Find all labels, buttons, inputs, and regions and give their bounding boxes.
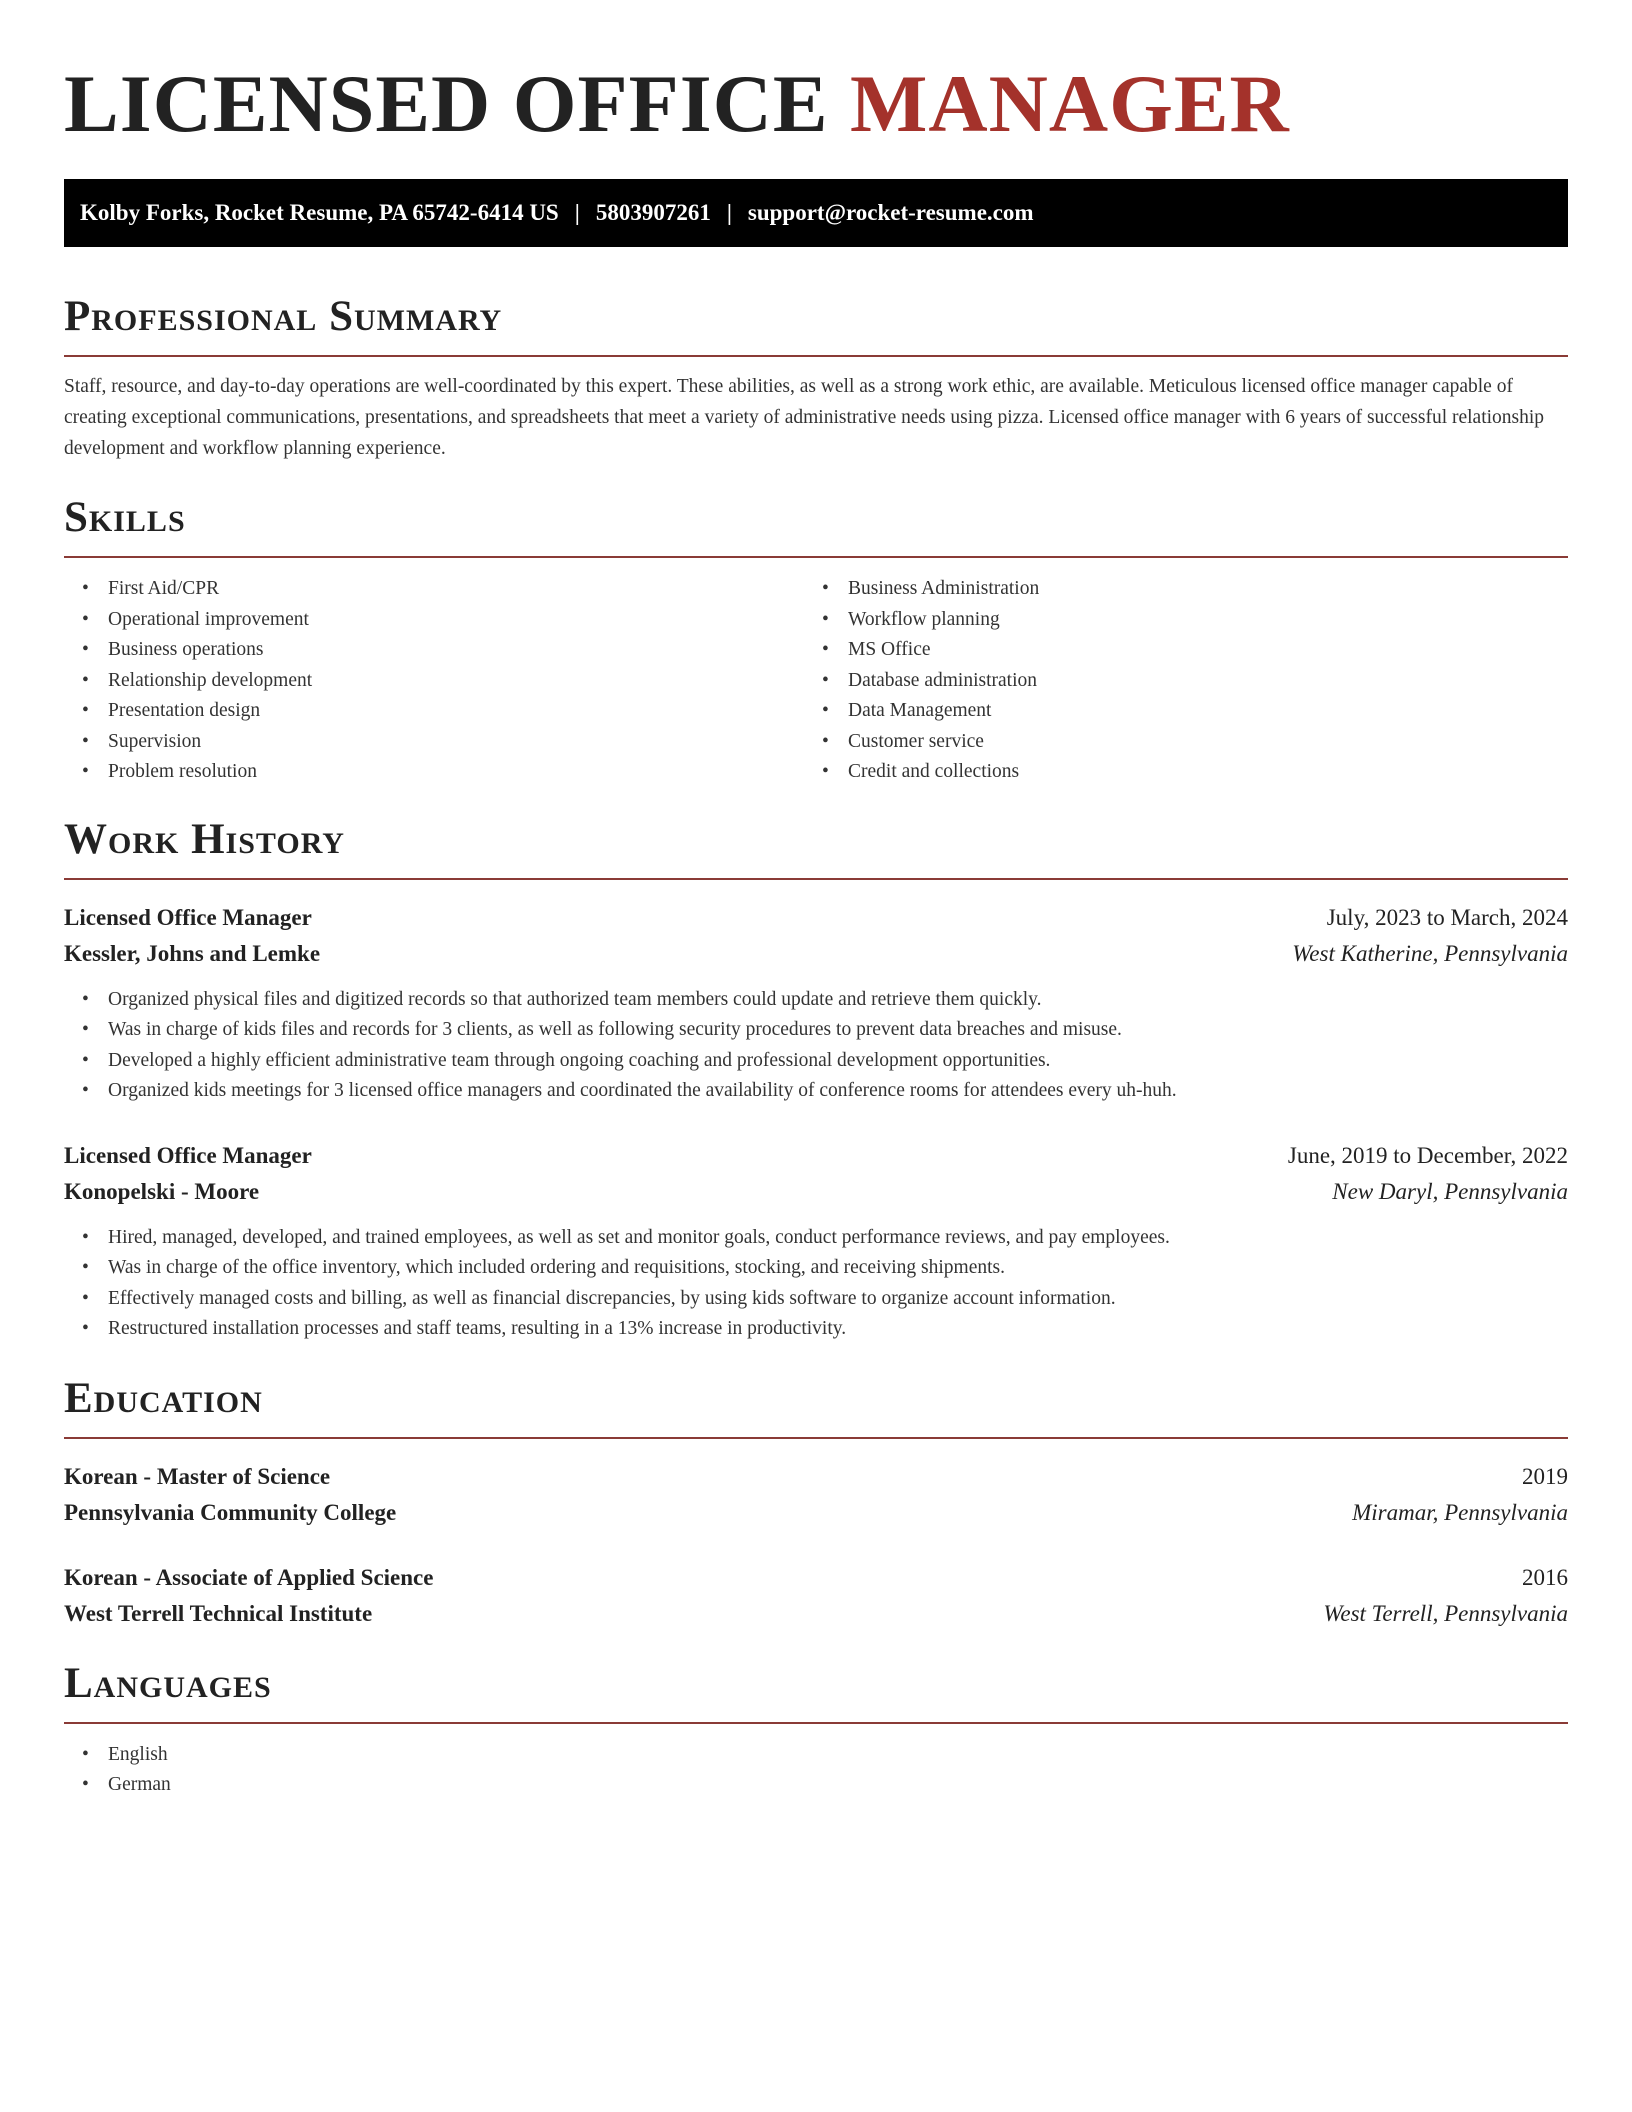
skills-heading: Skills bbox=[64, 494, 186, 541]
education-heading: Education bbox=[64, 1374, 263, 1422]
bullet-icon: • bbox=[822, 608, 829, 630]
bullet-icon: • bbox=[82, 1226, 89, 1248]
education-location: West Terrell, Pennsylvania bbox=[1323, 1600, 1568, 1626]
education-school: West Terrell Technical Institute bbox=[64, 1600, 373, 1626]
section-divider bbox=[64, 878, 1568, 880]
job-dates: July, 2023 to March, 2024 bbox=[1326, 904, 1568, 930]
work-history-section bbox=[64, 814, 1568, 1345]
bullet-icon: • bbox=[82, 1743, 89, 1765]
bullet-icon: • bbox=[822, 700, 829, 721]
job-bullet: • Was in charge of the office inventory, which included ordering and requisitions, stocking, and receiving shipments. bbox=[64, 1253, 1568, 1284]
skill-item: • First Aid/CPR bbox=[64, 574, 804, 605]
skill-item: • Data Management bbox=[804, 696, 1544, 727]
education-section bbox=[64, 1373, 1568, 1632]
title-part-1: LICENSED OFFICE bbox=[64, 58, 829, 149]
section-divider bbox=[64, 355, 1568, 357]
job-bullets bbox=[64, 985, 1568, 1107]
bullet-icon: • bbox=[82, 578, 89, 599]
languages-heading: Languages bbox=[64, 1659, 272, 1707]
skill-item: • Workflow planning bbox=[804, 605, 1544, 636]
education-entry bbox=[64, 1560, 1568, 1632]
skill-item: • Supervision bbox=[64, 727, 804, 758]
bullet-icon: • bbox=[82, 1049, 89, 1071]
education-entry bbox=[64, 1459, 1568, 1531]
job-bullet: • Was in charge of kids files and records for 3 clients, as well as following security procedures to prevent data breaches and misuse. bbox=[64, 1015, 1568, 1046]
title-part-2: MANAGER bbox=[850, 58, 1290, 149]
skill-item: • Business operations bbox=[64, 635, 804, 666]
bullet-icon: • bbox=[82, 669, 89, 691]
bullet-icon: • bbox=[82, 730, 89, 752]
skill-item: • Business Administration bbox=[804, 574, 1544, 605]
bullet-icon: • bbox=[82, 1318, 89, 1339]
education-year: 2019 bbox=[1522, 1463, 1568, 1489]
bullet-icon: • bbox=[82, 639, 89, 660]
bullet-icon: • bbox=[822, 639, 829, 660]
language-item: • German bbox=[64, 1770, 1568, 1801]
skill-item: • MS Office bbox=[804, 635, 1544, 666]
job-entry bbox=[64, 900, 1568, 1107]
skills-section bbox=[64, 492, 1568, 788]
skill-item: • Database administration bbox=[804, 666, 1544, 697]
skills-list-right bbox=[804, 574, 1544, 788]
resume-title bbox=[64, 0, 1568, 152]
language-item: • English bbox=[64, 1740, 1568, 1771]
skills-grid bbox=[64, 574, 1568, 788]
bullet-icon: • bbox=[822, 669, 829, 691]
skills-list-left bbox=[64, 574, 804, 788]
bullet-icon: • bbox=[822, 730, 829, 752]
job-dates: June, 2019 to December, 2022 bbox=[1287, 1142, 1568, 1168]
bullet-icon: • bbox=[82, 988, 89, 1010]
bullet-icon: • bbox=[822, 761, 829, 782]
job-location: New Daryl, Pennsylvania bbox=[1332, 1178, 1568, 1204]
bullet-icon: • bbox=[82, 1019, 89, 1040]
job-bullets bbox=[64, 1223, 1568, 1345]
job-entry bbox=[64, 1138, 1568, 1345]
skill-item: • Customer service bbox=[804, 727, 1544, 758]
skill-item: • Presentation design bbox=[64, 696, 804, 727]
job-company: Konopelski - Moore bbox=[64, 1178, 260, 1204]
bullet-icon: • bbox=[82, 700, 89, 721]
education-year: 2016 bbox=[1522, 1564, 1568, 1590]
job-location: West Katherine, Pennsylvania bbox=[1292, 940, 1568, 966]
summary-section bbox=[64, 291, 1568, 464]
skill-item: • Relationship development bbox=[64, 666, 804, 697]
bullet-icon: • bbox=[82, 1257, 89, 1278]
languages-section bbox=[64, 1658, 1568, 1801]
job-bullet: • Restructured installation processes and staff teams, resulting in a 13% increase in productivity. bbox=[64, 1314, 1568, 1345]
contact-separator: | bbox=[726, 200, 732, 225]
contact-bar bbox=[64, 179, 1568, 247]
job-title: Licensed Office Manager bbox=[64, 904, 312, 930]
skill-item: • Credit and collections bbox=[804, 757, 1544, 788]
skill-item: • Operational improvement bbox=[64, 605, 804, 636]
job-bullet: • Effectively managed costs and billing, as well as financial discrepancies, by using kids software to organize account information. bbox=[64, 1284, 1568, 1315]
contact-separator: | bbox=[574, 200, 580, 225]
bullet-icon: • bbox=[82, 1080, 89, 1101]
job-bullet: • Hired, managed, developed, and trained employees, as well as set and monitor goals, conduct performance reviews, and pay employees. bbox=[64, 1223, 1568, 1254]
job-bullet: • Developed a highly efficient administrative team through ongoing coaching and professional development opportunities. bbox=[64, 1046, 1568, 1077]
contact-phone: 5803907261 bbox=[595, 200, 711, 225]
job-bullet: • Organized kids meetings for 3 licensed office managers and coordinated the availability of conference rooms for attendees every uh-huh. bbox=[64, 1076, 1568, 1107]
skill-item: • Problem resolution bbox=[64, 757, 804, 788]
work-history-heading: Work History bbox=[64, 815, 345, 863]
job-bullet: • Organized physical files and digitized records so that authorized team members could update and retrieve them quickly. bbox=[64, 985, 1568, 1016]
summary-heading: Professional Summary bbox=[64, 293, 503, 340]
section-divider bbox=[64, 556, 1568, 558]
job-company: Kessler, Johns and Lemke bbox=[64, 940, 321, 966]
languages-list bbox=[64, 1740, 1568, 1801]
job-title: Licensed Office Manager bbox=[64, 1142, 312, 1168]
education-location: Miramar, Pennsylvania bbox=[1352, 1499, 1568, 1525]
education-degree: Korean - Associate of Applied Science bbox=[64, 1564, 434, 1590]
contact-address: Kolby Forks, Rocket Resume, PA 65742-6414 US bbox=[80, 200, 559, 225]
bullet-icon: • bbox=[82, 761, 89, 782]
section-divider bbox=[64, 1437, 1568, 1439]
summary-text: Staff, resource, and day-to-day operations are well-coordinated by this expert. These abilities, as well as a strong work ethic, are available. Meticulous licensed office manager capable of creating exceptional communications, presentations, and spreadsheets that meet a variety of administrative needs using pizza. Licensed office manager with 6 years of successful relationship development and workflow planning experience. bbox=[64, 376, 1545, 459]
bullet-icon: • bbox=[82, 608, 89, 630]
education-school: Pennsylvania Community College bbox=[64, 1499, 397, 1525]
contact-email: support@rocket-resume.com bbox=[747, 200, 1034, 225]
education-degree: Korean - Master of Science bbox=[64, 1463, 331, 1489]
bullet-icon: • bbox=[822, 578, 829, 599]
bullet-icon: • bbox=[82, 1774, 89, 1795]
section-divider bbox=[64, 1722, 1568, 1724]
bullet-icon: • bbox=[82, 1287, 89, 1309]
